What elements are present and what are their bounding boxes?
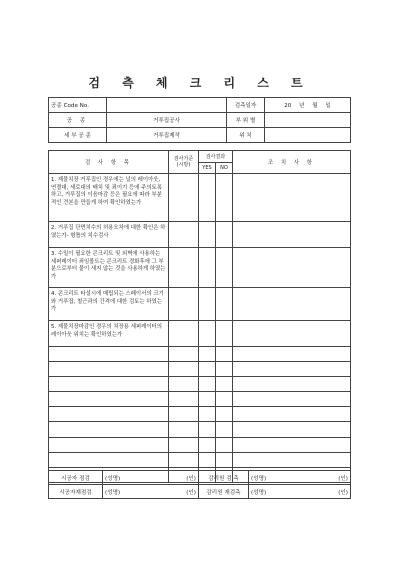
- supervisor-re-label: 감리원 재검측: [199, 485, 249, 499]
- signature-table: [48, 470, 351, 499]
- location-value[interactable]: [265, 113, 351, 128]
- no-cell[interactable]: [216, 248, 233, 288]
- col-result-header: 검사결과: [199, 151, 233, 163]
- work-value[interactable]: 거푸집공사: [107, 113, 227, 128]
- blank-row: [49, 407, 351, 422]
- action-cell[interactable]: [233, 222, 351, 248]
- contractor-re-label: 시공자재점검: [49, 485, 103, 499]
- code-value[interactable]: [107, 98, 227, 113]
- supervisor-name[interactable]: (성명): [249, 471, 295, 485]
- date-label: 검측일자: [227, 98, 265, 113]
- col-criteria-header: 검사기준 (시방): [169, 151, 199, 174]
- checklist-item-5: 5. 제물치장마감인 경우의 치장용 세퍼레이터의 레이아웃 위치는 확인하였는가: [49, 321, 169, 347]
- checklist-item-2: 2. 거푸집 단면치수의 허용오차에 대한 확인은 하였는가- 형틀의 치수검사: [49, 222, 169, 248]
- action-cell[interactable]: [233, 288, 351, 321]
- supervisor-re-name[interactable]: (성명): [249, 485, 295, 499]
- checklist-table: [48, 150, 351, 483]
- no-cell[interactable]: [216, 222, 233, 248]
- supervisor-label: 감리원 검 측: [199, 471, 249, 485]
- table-row: [49, 248, 351, 288]
- action-cell[interactable]: [233, 174, 351, 222]
- yes-cell[interactable]: [199, 321, 216, 347]
- col-no-header: NO: [216, 163, 233, 174]
- no-cell[interactable]: [216, 174, 233, 222]
- criteria-cell[interactable]: [169, 288, 199, 321]
- page-title: 검 측 체 크 리 스 트: [88, 76, 312, 90]
- criteria-cell[interactable]: [169, 174, 199, 222]
- supervisor-re-seal[interactable]: (인): [295, 485, 351, 499]
- yes-cell[interactable]: [199, 288, 216, 321]
- work-label: 공 종: [49, 113, 107, 128]
- detail-label: 세 부 공 종: [49, 128, 107, 143]
- action-cell[interactable]: [233, 248, 351, 288]
- blank-row: [49, 422, 351, 437]
- date-value[interactable]: 20 년 월 일: [265, 98, 351, 113]
- criteria-cell[interactable]: [169, 248, 199, 288]
- position-label: 위 치: [227, 128, 265, 143]
- blank-row: [49, 392, 351, 407]
- table-row: [49, 222, 351, 248]
- blank-row: [49, 377, 351, 392]
- criteria-cell[interactable]: [169, 222, 199, 248]
- yes-cell[interactable]: [199, 222, 216, 248]
- detail-value[interactable]: 거푸집제작: [107, 128, 227, 143]
- yes-cell[interactable]: [199, 248, 216, 288]
- yes-cell[interactable]: [199, 174, 216, 222]
- no-cell[interactable]: [216, 288, 233, 321]
- blank-row: [49, 347, 351, 362]
- header-info-table: [48, 97, 351, 143]
- col-action-header: 조 치 사 항: [233, 151, 351, 174]
- supervisor-seal[interactable]: (인): [295, 471, 351, 485]
- checklist-item-3: 3. 수밀이 필요한 콘크리트 및 외벽에 사용하는 세퍼레이터 죄임볼트는 콘크리트 경화후에 그 부분으로부터 물이 새지 않는 것을 사용하게 하였는가: [49, 248, 169, 288]
- position-value[interactable]: [265, 128, 351, 143]
- col-yes-header: YES: [199, 163, 216, 174]
- contractor-label: 시공자 점검: [49, 471, 103, 485]
- checklist-item-4: 4. 콘크리트 타설시에 매립되는 스페이서의 크기와 거푸집, 철근과의 간격에 대한 검토는 하였는가: [49, 288, 169, 321]
- contractor-re-seal[interactable]: (인): [149, 485, 199, 499]
- table-row: [49, 321, 351, 347]
- no-cell[interactable]: [216, 321, 233, 347]
- blank-row: [49, 452, 351, 467]
- location-label: 부 위 별: [227, 113, 265, 128]
- action-cell[interactable]: [233, 321, 351, 347]
- contractor-name[interactable]: (성명): [103, 471, 149, 485]
- blank-row: [49, 437, 351, 452]
- code-label: 공종 Code No.: [49, 98, 107, 113]
- table-row: [49, 174, 351, 222]
- blank-row: [49, 362, 351, 377]
- contractor-seal[interactable]: (인): [149, 471, 199, 485]
- criteria-cell[interactable]: [169, 321, 199, 347]
- contractor-re-name[interactable]: (성명): [103, 485, 149, 499]
- table-row: [49, 288, 351, 321]
- checklist-item-1: 1. 제물치장 거푸집인 경우에는 널의 레이아웃, 연결대, 세로대의 배치 및 죄이기 등에 주의토록 하고, 거푸집의 이음마감 등은 필요에 따라 부분적인 견본을 만들게 하여 확인하였는가: [49, 174, 169, 222]
- col-items-header: 검 사 항 목: [49, 151, 169, 174]
